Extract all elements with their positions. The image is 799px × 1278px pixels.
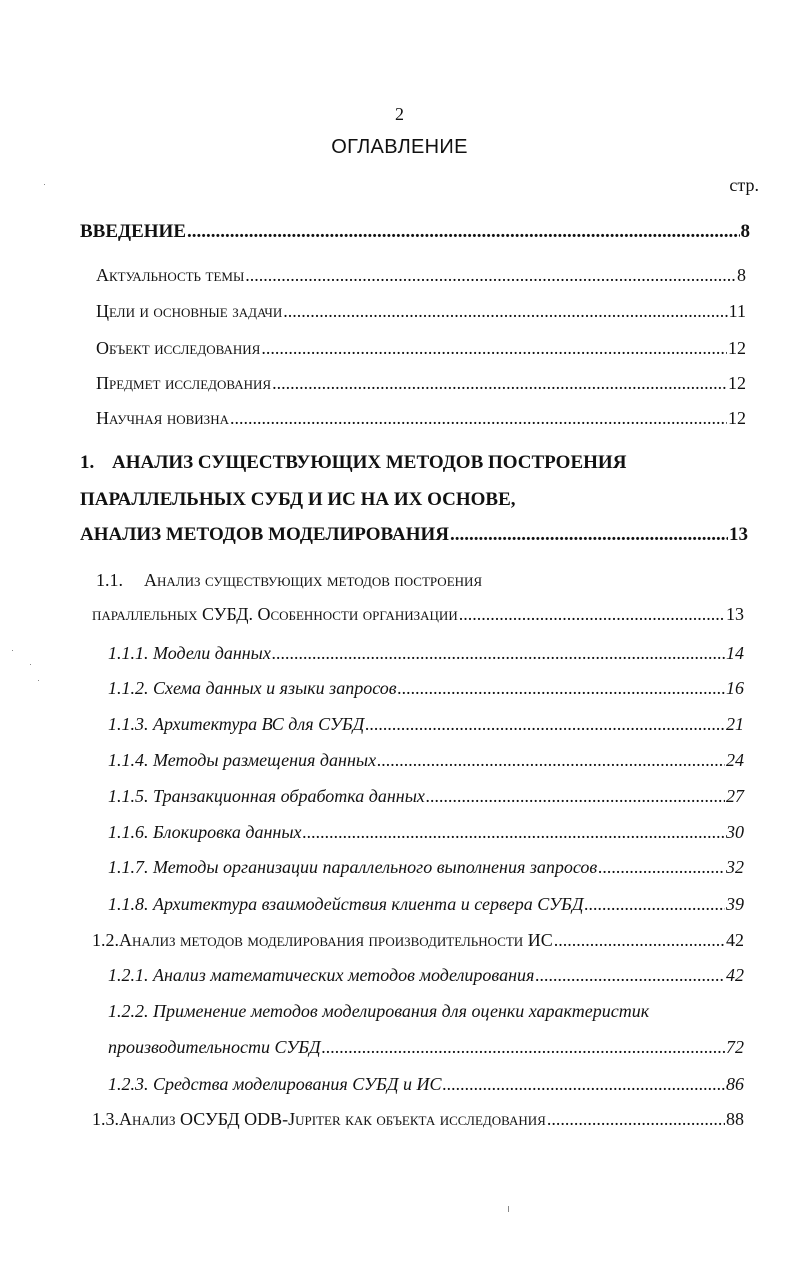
toc-chapter-1-line-1 <box>80 450 750 476</box>
leader-dots <box>547 1106 725 1132</box>
toc-entry-page: 72 <box>726 1037 744 1057</box>
leader-dots <box>598 854 725 880</box>
toc-section-1-1-line-1 <box>96 567 746 593</box>
toc-subsection-1-1-6 <box>108 819 744 845</box>
toc-entry-text: Предмет исследования <box>96 373 272 393</box>
toc-entry-text: 1.2.3. Средства моделирования СУБД и ИС <box>108 1074 442 1094</box>
leader-dots <box>245 262 736 288</box>
toc-subsection-1-2-2-line-1 <box>108 998 744 1024</box>
toc-section-1-1-line-2 <box>92 601 744 627</box>
toc-entry-text: АНАЛИЗ МЕТОДОВ МОДЕЛИРОВАНИЯ <box>80 524 450 545</box>
toc-entry-page: 88 <box>726 1109 744 1129</box>
toc-entry-text: параллельных СУБД. Особенности организации <box>92 604 458 624</box>
toc-entry-page: 8 <box>737 265 746 285</box>
toc-entry-text: ВВЕДЕНИЕ <box>80 221 186 242</box>
page-column-label: стр. <box>729 175 759 195</box>
toc-entry-page: 12 <box>728 408 746 428</box>
toc-subsection-1-1-1 <box>108 640 744 666</box>
toc-entry-page: 12 <box>728 373 746 393</box>
leader-dots <box>272 370 727 396</box>
leader-dots <box>365 711 725 737</box>
toc-subsection-1-1-3 <box>108 711 744 737</box>
toc-entry-page: 42 <box>726 930 744 950</box>
toc-entry-page: 13 <box>726 604 744 624</box>
leader-dots <box>554 927 725 953</box>
toc-entry-page: 14 <box>726 643 744 663</box>
leader-dots <box>535 962 725 988</box>
toc-subsection-1-2-1 <box>108 962 744 988</box>
toc-entry-page: 39 <box>726 894 744 914</box>
leader-dots <box>283 298 727 324</box>
toc-entry-text: 1.1.6. Блокировка данных <box>108 822 302 842</box>
scan-speck <box>30 664 31 665</box>
scan-speck <box>12 650 13 651</box>
toc-entry-page: 32 <box>726 857 744 877</box>
leader-dots <box>450 522 728 548</box>
toc-entry-text: 1.1.8. Архитектура взаимодействия клиента и сервера СУБД <box>108 894 584 914</box>
toc-entry-goals <box>96 298 746 324</box>
toc-entry-text: 1.1.7. Методы организации параллельного выполнения запросов <box>108 857 598 877</box>
toc-entry-text: АНАЛИЗ СУЩЕСТВУЮЩИХ МЕТОДОВ ПОСТРОЕНИЯ <box>112 452 627 473</box>
toc-entry-relevance <box>96 262 746 288</box>
toc-entry-page: 11 <box>728 301 746 321</box>
toc-entry-text: 1.1.2. Схема данных и языки запросов <box>108 678 397 698</box>
toc-entry-page: 24 <box>726 750 744 770</box>
toc-entry-page: 86 <box>726 1074 744 1094</box>
toc-entry-novelty <box>96 405 746 431</box>
toc-entry-text: производительности СУБД <box>108 1037 321 1057</box>
leader-dots <box>230 405 727 431</box>
leader-dots <box>322 1034 725 1060</box>
toc-entry-page: 12 <box>728 338 746 358</box>
toc-entry-subject <box>96 370 746 396</box>
toc-entry-text: Анализ ОСУБД ODB-Jupiter как объекта исследования <box>119 1109 546 1129</box>
toc-entry-text: 1.1.1. Модели данных <box>108 643 271 663</box>
toc-entry-text: Научная новизна <box>96 408 229 428</box>
leader-dots <box>442 1071 725 1097</box>
toc-entry-page: 8 <box>740 221 750 242</box>
toc-entry-intro <box>80 219 750 245</box>
toc-subsection-1-1-5 <box>108 783 744 809</box>
toc-entry-page: 30 <box>726 822 744 842</box>
toc-entry-page: 27 <box>726 786 744 806</box>
leader-dots <box>584 891 725 917</box>
leader-dots <box>261 335 727 361</box>
toc-subsection-1-2-3 <box>108 1071 744 1097</box>
toc-entry-object <box>96 335 746 361</box>
toc-entry-text: 1.1.4. Методы размещения данных <box>108 750 377 770</box>
leader-dots <box>377 747 725 773</box>
toc-entry-page: 42 <box>726 965 744 985</box>
toc-chapter-1-line-3 <box>80 522 748 548</box>
leader-dots <box>459 601 725 627</box>
toc-entry-text: Анализ методов моделирования производительности ИС <box>119 930 553 950</box>
page-number: 2 <box>395 104 404 124</box>
toc-entry-text: Актуальность темы <box>96 265 245 285</box>
leader-dots <box>272 640 725 666</box>
toc-subsection-1-2-2-line-2 <box>108 1034 744 1060</box>
toc-entry-text: Цели и основные задачи <box>96 301 283 321</box>
toc-entry-text: 1.1.3. Архитектура ВС для СУБД <box>108 714 365 734</box>
scan-speck <box>508 1206 509 1212</box>
toc-chapter-number: 1. <box>80 452 95 473</box>
leader-dots <box>398 675 725 701</box>
toc-section-1-3 <box>92 1106 744 1132</box>
page-title: ОГЛАВЛЕНИЕ <box>331 136 468 158</box>
toc-section-number: 1.2. <box>92 930 119 950</box>
toc-entry-text: 1.2.1. Анализ математических методов моделирования <box>108 965 535 985</box>
toc-entry-text: ПАРАЛЛЕЛЬНЫХ СУБД И ИС НА ИХ ОСНОВЕ, <box>80 489 516 510</box>
leader-dots <box>303 819 725 845</box>
leader-dots <box>426 783 725 809</box>
toc-section-1-2 <box>92 927 744 953</box>
toc-entry-page: 13 <box>729 524 748 545</box>
toc-subsection-1-1-4 <box>108 747 744 773</box>
toc-subsection-1-1-2 <box>108 675 744 701</box>
toc-chapter-1-line-2 <box>80 487 750 513</box>
scan-speck <box>44 184 45 185</box>
toc-entry-page: 21 <box>726 714 744 734</box>
toc-entry-page: 16 <box>726 678 744 698</box>
toc-entry-text: Объект исследования <box>96 338 261 358</box>
toc-entry-text: 1.2.2. Применение методов моделирования для оценки характеристик <box>108 1001 650 1021</box>
toc-section-number: 1.3. <box>92 1109 119 1129</box>
leader-dots <box>187 219 740 245</box>
toc-entry-text: 1.1.5. Транзакционная обработка данных <box>108 786 425 806</box>
toc-section-number: 1.1. <box>96 570 123 590</box>
scan-speck <box>38 680 39 681</box>
toc-subsection-1-1-7 <box>108 854 744 880</box>
toc-subsection-1-1-8 <box>108 891 744 917</box>
toc-entry-text: Анализ существующих методов построения <box>144 570 483 590</box>
